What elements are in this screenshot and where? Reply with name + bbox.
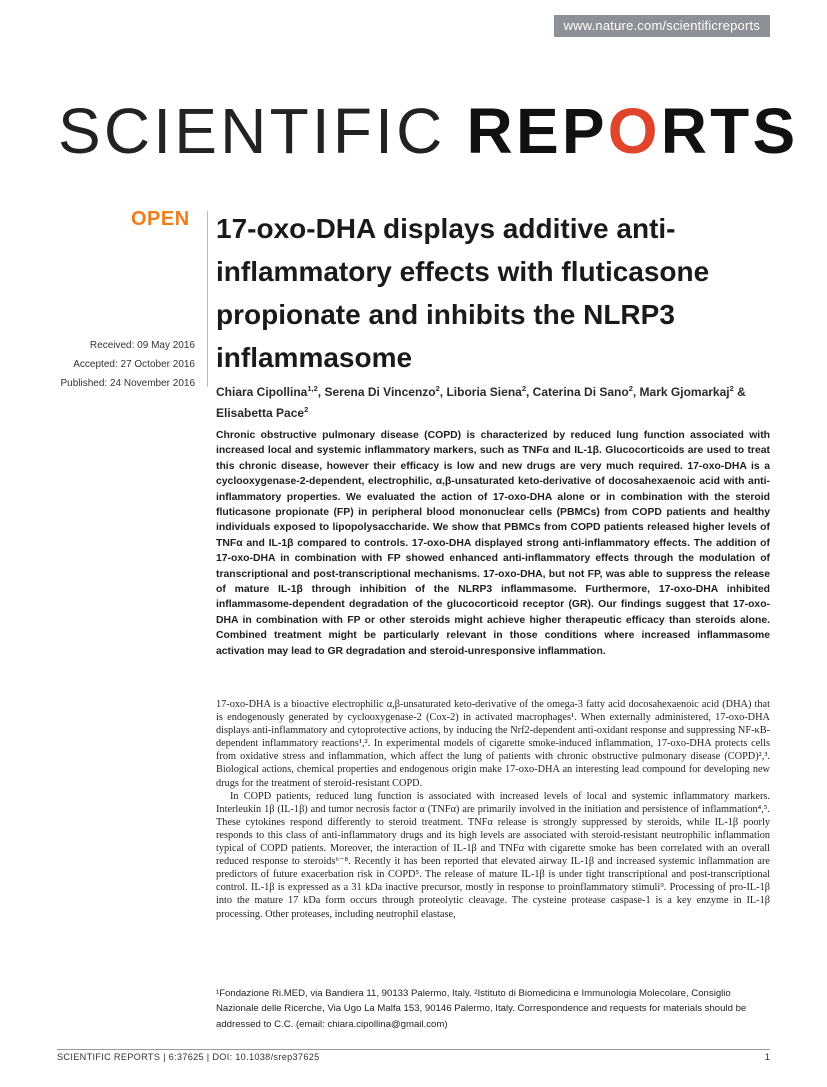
footer-citation: SCIENTIFIC REPORTS | 6:37625 | DOI: 10.1038/srep37625 xyxy=(57,1052,320,1062)
gear-icon: O xyxy=(607,95,661,167)
body-paragraph-2: In COPD patients, reduced lung function is associated with increased levels of local and systemic inflammatory markers. Interleukin 1β (IL-1β) and tumor necrosis factor α (TNFα) are primarily involved in the initiation and persistence of inflammation⁴,⁵. These cytokines respond differently to steroid treatment. TNFα release is strongly suppressed by steroids, while IL-1β poorly responds to this class of anti-inflammatory drugs and its high levels are associated with steroid-resistant neutrophilic inflammation typical of COPD patients. Moreover, the interaction of IL-1β and TNFα with cigarette smoke has been correlated with an overall reduced response to steroids⁶⁻⁸. Recently it has been reported that elevated airway IL-1β and increased systemic inflammation are predictors of future exacerbation risk in COPD⁵. The release of mature IL-1β is under tight transcriptional and post-transcriptional control. IL-1β is expressed as a 31 kDa inactive precursor, mostly in response to proinflammatory stimuli⁹. Processing of pro-IL-1β into the mature 17 kDa form occurs through proteolytic cleavage. The cysteine protease caspase-1 is a key enzyme in IL-1β processing. Other proteases, including neutrophil elastase, xyxy=(216,790,770,920)
author-affiliation-mark: 1,2 xyxy=(307,384,318,393)
author-list xyxy=(216,380,776,422)
author-name[interactable]: Caterina Di Sano xyxy=(532,385,629,399)
author-separator: , xyxy=(317,385,325,399)
author-affiliation-mark: 2 xyxy=(304,405,309,414)
masthead-word-scientific: SCIENTIFIC xyxy=(58,95,446,167)
author-affiliation-mark: 2 xyxy=(628,384,633,393)
author-name[interactable]: Chiara Cipollina xyxy=(216,385,308,399)
author-separator: & xyxy=(733,385,746,399)
author-separator: , xyxy=(632,385,640,399)
page-number: 1 xyxy=(764,1052,770,1063)
author-affiliation-mark: 2 xyxy=(521,384,526,393)
author-name[interactable]: Serena Di Vincenzo xyxy=(324,385,436,399)
journal-masthead xyxy=(58,95,799,167)
author-name[interactable]: Liboria Siena xyxy=(446,385,522,399)
author-name[interactable]: Mark Gjomarkaj xyxy=(639,385,730,399)
masthead-rts: RTS xyxy=(660,95,799,167)
article-title: 17-oxo-DHA displays additive anti-inflammatory effects with fluticasone propionate and inhibits the NLRP3 inflammasome xyxy=(216,213,710,373)
affiliations: ¹Fondazione Ri.MED, via Bandiera 11, 90133 Palermo, Italy. ²Istituto di Biomedicina e Immunologia Molecolare, Consiglio Nazionale delle Ricerche, Via Ugo La Malfa 153, 90146 Palermo, Italy. Correspondence and requests for materials should be addressed to C.C. (email: chiara.cipollina@gmail.com) xyxy=(216,988,747,1030)
author-separator: , xyxy=(439,385,447,399)
author-separator: , xyxy=(526,385,533,399)
masthead-word-reports xyxy=(467,95,799,167)
received-date: Received: 09 May 2016 xyxy=(89,340,195,351)
article-dates xyxy=(60,336,195,393)
author-affiliation-mark: 2 xyxy=(729,384,734,393)
masthead-rep: REP xyxy=(466,95,608,167)
abstract: Chronic obstructive pulmonary disease (COPD) is characterized by reduced lung function associated with increased local and systemic inflammatory markers, such as TNFα and IL-1β. Glucocorticoids are used to treat this chronic disease, however their efficacy is low and new drugs are very much required. 17-oxo-DHA is a cyclooxygenase-2-dependent, electrophilic, α,β-unsaturated keto-derivative of docosahexaenoic acid with anti-inflammatory properties. We evaluated the action of 17-oxo-DHA alone or in combination with the steroid fluticasone propionate (FP) in peripheral blood mononuclear cells (PBMCs) from COPD patients and healthy individuals exposed to lipopolysaccharide. We show that PBMCs from COPD patients released higher levels of TNFα and IL-1β compared to controls. 17-oxo-DHA displayed strong anti-inflammatory effects. The addition of 17-oxo-DHA in combination with FP showed enhanced anti-inflammatory effects through the modulation of transcriptional and post-transcriptional mechanisms. 17-oxo-DHA, but not FP, was able to suppress the release of mature IL-1β through inhibition of the NLRP3 inflammasome. Furthermore, 17-oxo-DHA inhibited inflammasome-dependent degradation of the glucocorticoid receptor (GR). Our findings suggest that 17-oxo-DHA in combination with FP or other steroids might achieve higher therapeutic efficacy than steroids alone. Combined treatment might be particularly relevant in those conditions where increased inflammasome activation may lead to GR degradation and steroid-unresponsive inflammation. xyxy=(216,430,770,657)
accepted-date: Accepted: 27 October 2016 xyxy=(73,359,195,370)
author-name[interactable]: Elisabetta Pace xyxy=(216,406,305,420)
open-access-label: OPEN xyxy=(131,208,190,230)
footer-divider xyxy=(57,1049,770,1050)
article-body xyxy=(216,698,770,921)
journal-url-badge[interactable]: www.nature.com/scientificreports xyxy=(554,15,770,37)
vertical-divider xyxy=(207,211,208,387)
body-paragraph-1: 17-oxo-DHA is a bioactive electrophilic α,β-unsaturated keto-derivative of the omega-3 fatty acid docosahexaenoic acid (DHA) that is endogenously generated by cyclooxygenase-2 (Cox-2) in activated macrophages¹. When externally administered, 17-oxo-DHA displays anti-inflammatory and cytoprotective actions, by inducing the Nrf2-dependent anti-oxidant response and suppressing NF-κB-dependent inflammatory reactions¹,². In experimental models of cigarette smoke-induced inflammation, 17-oxo-DHA protects cells from oxidative stress and inflammation, which affect the lung of patients with chronic obstructive pulmonary disease (COPD)²,³. Biological actions, chemical properties and endogenous origin make 17-oxo-DHA an interesting lead compound for developing new drugs for the treatment of steroid-resistant COPD. xyxy=(216,699,770,789)
author-affiliation-mark: 2 xyxy=(435,384,440,393)
published-date: Published: 24 November 2016 xyxy=(60,378,195,389)
